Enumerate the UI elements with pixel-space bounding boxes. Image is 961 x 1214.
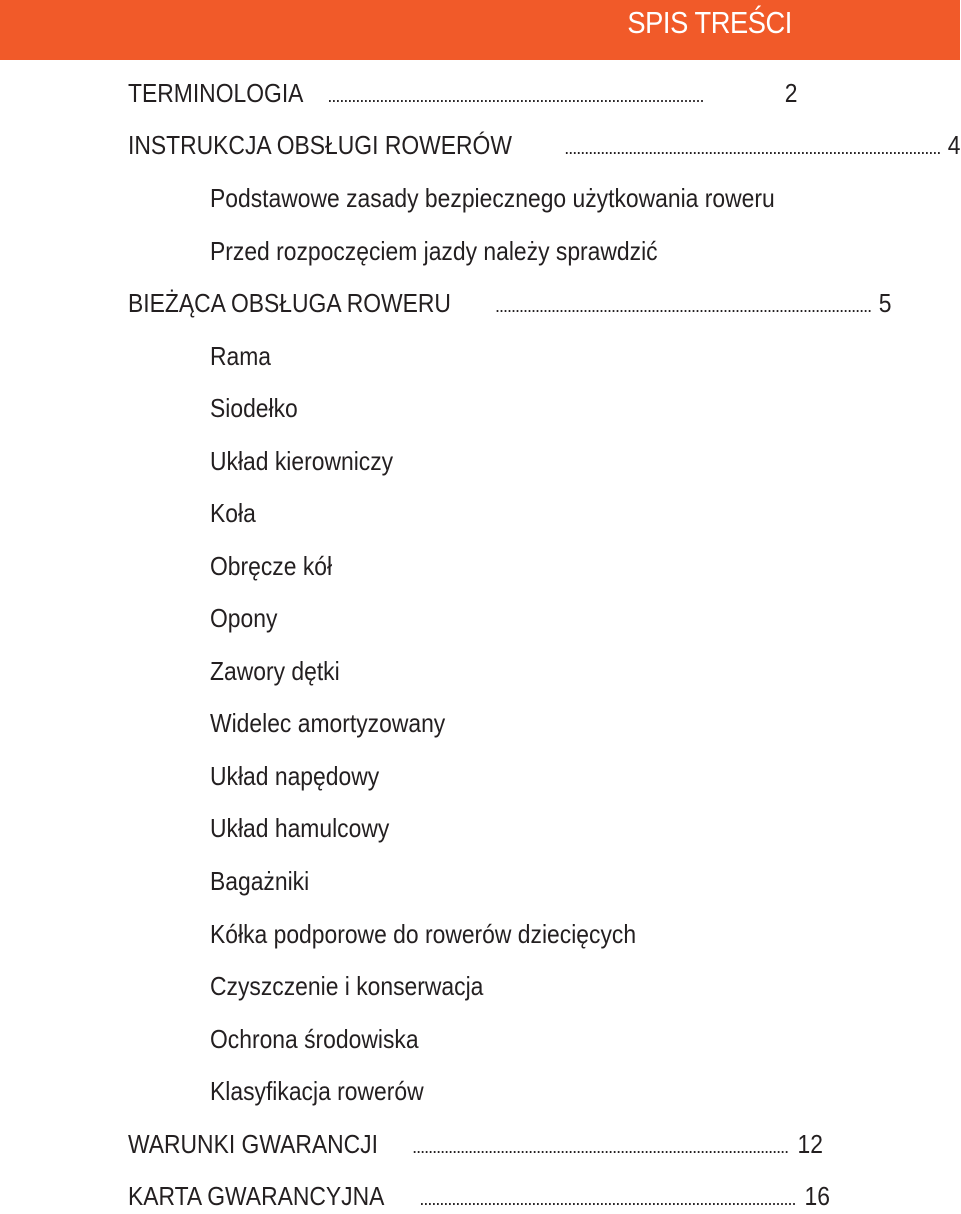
toc-subentry[interactable]: Czyszczenie i konserwacja <box>210 971 484 1001</box>
toc-page-number: 4 <box>948 130 961 160</box>
toc-leader-dots: .............................................................................................. <box>494 296 872 316</box>
toc-page-number: 12 <box>797 1129 824 1159</box>
toc-subentry[interactable]: Siodełko <box>210 393 298 423</box>
toc-entry-label: INSTRUKCJA OBSŁUGI ROWERÓW <box>128 130 512 160</box>
header-bar <box>0 0 960 60</box>
toc-subentry[interactable]: Kółka podporowe do rowerów dziecięcych <box>210 919 637 949</box>
toc-leader-dots: .............................................................................................. <box>419 1189 796 1209</box>
toc-subentry[interactable]: Podstawowe zasady bezpiecznego użytkowania roweru <box>210 183 775 213</box>
toc-subentry[interactable]: Bagażniki <box>210 866 310 896</box>
toc-subentry[interactable]: Obręcze kół <box>210 551 333 581</box>
toc-subentry[interactable]: Rama <box>210 341 272 371</box>
toc-subentry[interactable]: Koła <box>210 498 256 528</box>
toc-entry-instrukcja[interactable] <box>128 130 961 160</box>
toc-leader-dots: .............................................................................................. <box>564 138 941 158</box>
toc-subentry[interactable]: Klasyfikacja rowerów <box>210 1076 424 1106</box>
toc-page-number: 5 <box>878 288 892 318</box>
toc-entry-karta-gwarancyjna[interactable] <box>128 1181 831 1211</box>
toc-subentry[interactable]: Zawory dętki <box>210 656 340 686</box>
toc-entry-label: TERMINOLOGIA <box>128 78 304 108</box>
page-title: SPIS TREŚCI <box>627 5 792 40</box>
toc-entry-label: KARTA GWARANCYJNA <box>128 1181 385 1211</box>
toc-subentry[interactable]: Ochrona środowiska <box>210 1024 419 1054</box>
toc-entry-biezaca-obsluga[interactable] <box>128 288 892 318</box>
toc-subentry[interactable]: Widelec amortyzowany <box>210 708 446 738</box>
toc-page-number: 2 <box>784 78 797 108</box>
toc-subentry[interactable]: Opony <box>210 603 278 633</box>
toc-entry-warunki-gwarancji[interactable] <box>128 1129 824 1159</box>
toc-entry-label: BIEŻĄCA OBSŁUGA ROWERU <box>128 288 451 318</box>
toc-page-number: 16 <box>804 1181 831 1211</box>
toc-subentry[interactable]: Przed rozpoczęciem jazdy należy sprawdzić <box>210 236 658 266</box>
toc-subentry[interactable]: Układ hamulcowy <box>210 813 390 843</box>
toc-subentry[interactable]: Układ kierowniczy <box>210 446 394 476</box>
toc-leader-dots: .............................................................................................. <box>412 1137 789 1157</box>
toc-leader-dots: .............................................................................................. <box>327 86 704 106</box>
toc-entry-terminologia[interactable] <box>128 78 797 108</box>
toc-subentry[interactable]: Układ napędowy <box>210 761 380 791</box>
toc-entry-label: WARUNKI GWARANCJI <box>128 1129 378 1159</box>
